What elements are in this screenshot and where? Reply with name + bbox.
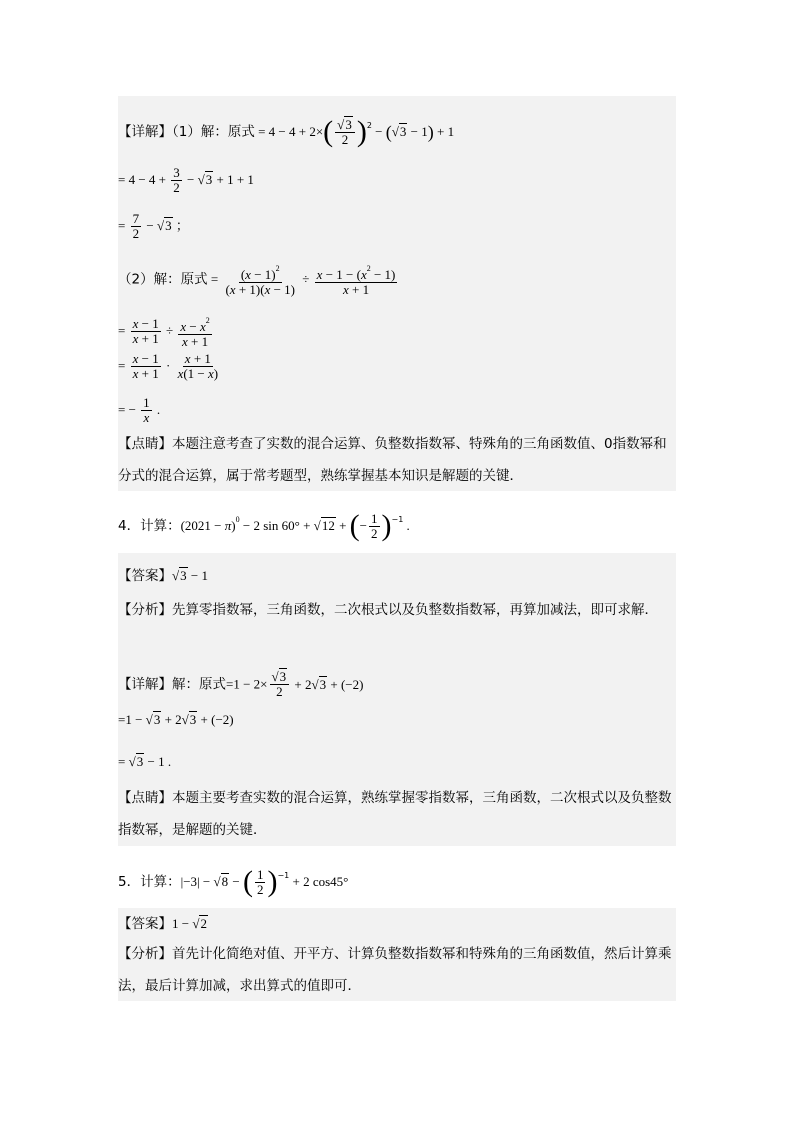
q4-step-1: =1 − √3 + 2√3 + (−2) xyxy=(118,712,234,727)
q3-detail-line-1: 【详解】（1）解：原式 = 4 − 4 + 2×( $\frac{√3}{2}$ )$^2$ − (√3 − 1) + 1 xyxy=(118,115,455,148)
q3-step-1: = 4 − 4 + $\frac{3}{2}$ − √3 + 1 + 1 xyxy=(118,165,254,195)
q4-comment: 【点睛】本题主要考查实数的混合运算，熟练掌握零指数幂，三角函数，二次根式以及负整数指数幂，是解题的关键． xyxy=(118,790,672,838)
q4-answer: 【答案】√3 − 1 xyxy=(118,568,208,584)
q3-step-2: = $\frac{7}{2}$ − √3 ； xyxy=(118,211,189,241)
q3-step-5: = − $\frac{1}{x}$ . xyxy=(118,395,161,425)
q4-step-2: = √3 − 1 . xyxy=(118,754,172,769)
q3-detail-line-2: （2）解：原式 = $\frac{(x - 1)^2}{(x + 1)(x - 1)}$ ÷ $\frac{x - 1 - (x^2 - 1)}{x + 1}$ xyxy=(118,264,396,297)
q4-question: 4．计算：$(2021 - \pi)^0 - 2$ sin 60° + √12 + (− $\frac{1}{2}$ )$^{-1}$ . xyxy=(118,509,410,542)
q3-step-3: = $\frac{x - 1}{x + 1}$ ÷ $\frac{x - x^2}{x + 1}$ xyxy=(118,316,210,349)
q4-analysis: 【分析】先算零指数幂，三角函数，二次根式以及负整数指数幂，再算加减法，即可求解． xyxy=(118,602,658,618)
q4-detail: 【详解】解：原式=1 − 2× $\frac{√3}{2}$ + 2√3 + (−2) xyxy=(118,669,364,699)
q5-answer: 【答案】1 − √2 xyxy=(118,916,207,932)
q3-step-4: = $\frac{x - 1}{x + 1}$ · $\frac{x + 1}{x(1 - x)}$ xyxy=(118,351,219,381)
q5-analysis: 【分析】首先计化简绝对值、开平方、计算负整数指数幂和特殊角的三角函数值，然后计算乘法，最后计算加减，求出算式的值即可． xyxy=(118,946,672,994)
q3-comment: 【点睛】本题注意考查了实数的混合运算、负整数指数幂、特殊角的三角函数值、0指数幂和分式的混合运算，属于常考题型，熟练掌握基本知识是解题的关键． xyxy=(118,436,667,484)
q5-question: 5．计算：|−3| − √8 − ( $\frac{1}{2}$ )$^{-1}$ + 2 cos45° xyxy=(118,865,349,898)
